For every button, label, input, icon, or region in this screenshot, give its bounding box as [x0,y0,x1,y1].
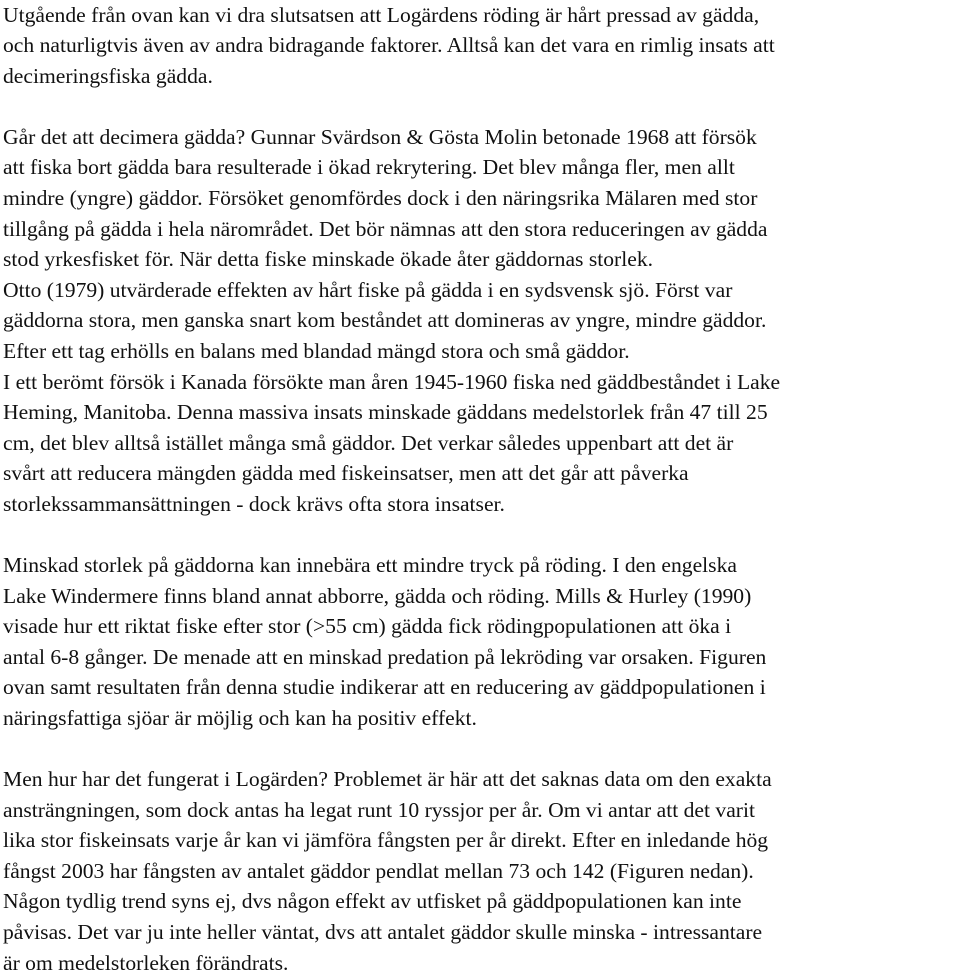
text-line: Lake Windermere finns bland annat abborre, gädda och röding. Mills & Hurley (1990) [3,583,752,608]
text-line: antal 6-8 gånger. De menade att en minskad predation på lekröding var orsaken. Figuren [3,644,767,669]
paragraph-2 [3,122,960,520]
paragraph-4 [3,764,960,978]
text-line: Men hur har det fungerat i Logärden? Problemet är här att det saknas data om den exakta [3,767,772,792]
text-line: cm, det blev alltså istället många små gäddor. Det verkar således uppenbart att det är [3,430,734,455]
text-line: Efter ett tag erhölls en balans med blandad mängd stora och små gäddor. [3,338,630,363]
text-line: påvisas. Det var ju inte heller väntat, dvs att antalet gäddor skulle minska - intressantare [3,920,763,945]
text-line: tillgång på gädda i hela närområdet. Det bör nämnas att den stora reduceringen av gädda [3,216,768,241]
text-line: att fiska bort gädda bara resulterade i ökad rekrytering. Det blev många fler, men allt [3,155,735,180]
paragraph-3 [3,550,960,734]
text-line: ovan samt resultaten från denna studie indikerar att en reducering av gäddpopulationen i [3,675,766,700]
text-line: och naturligtvis även av andra bidragande faktorer. Alltså kan det vara en rimlig insats att [3,33,775,58]
text-line: I ett berömt försök i Kanada försökte man åren 1945-1960 fiska ned gäddbeståndet i Lake [3,369,781,394]
text-line: storlekssammansättningen - dock krävs ofta stora insatser. [3,491,505,516]
text-line: Otto (1979) utvärderade effekten av hårt fiske på gädda i en sydsvensk sjö. Först var [3,277,733,302]
text-line: mindre (yngre) gäddor. Försöket genomfördes dock i den näringsrika Mälaren med stor [3,185,758,210]
text-line: är om medelstorleken förändrats. [3,950,289,975]
text-line: näringsfattiga sjöar är möjlig och kan ha positiv effekt. [3,705,477,730]
text-line: gäddorna stora, men ganska snart kom beståndet att domineras av yngre, mindre gäddor. [3,308,767,333]
paragraph-1 [3,0,960,91]
text-line: Heming, Manitoba. Denna massiva insats minskade gäddans medelstorlek från 47 till 25 [3,400,768,425]
text-line: ansträngningen, som dock antas ha legat runt 10 ryssjor per år. Om vi antar att det varit [3,797,755,822]
text-line: Går det att decimera gädda? Gunnar Svärdson & Gösta Molin betonade 1968 att försök [3,124,757,149]
text-line: visade hur ett riktat fiske efter stor (>55 cm) gädda fick rödingpopulationen att öka i [3,614,732,639]
text-line: svårt att reducera mängden gädda med fiskeinsatser, men att det går att påverka [3,461,689,486]
text-line: lika stor fiskeinsats varje år kan vi jämföra fångsten per år direkt. Efter en inledande hög [3,828,769,853]
text-line: Utgående från ovan kan vi dra slutsatsen att Logärdens röding är hårt pressad av gädda, [3,2,760,27]
text-line: Någon tydlig trend syns ej, dvs någon effekt av utfisket på gäddpopulationen kan inte [3,889,742,914]
text-line: decimeringsfiska gädda. [3,63,213,88]
text-line: stod yrkesfisket för. När detta fiske minskade ökade åter gäddornas storlek. [3,247,654,272]
text-line: fångst 2003 har fångsten av antalet gäddor pendlat mellan 73 och 142 (Figuren nedan). [3,858,754,883]
text-line: Minskad storlek på gäddorna kan innebära ett mindre tryck på röding. I den engelska [3,553,737,577]
